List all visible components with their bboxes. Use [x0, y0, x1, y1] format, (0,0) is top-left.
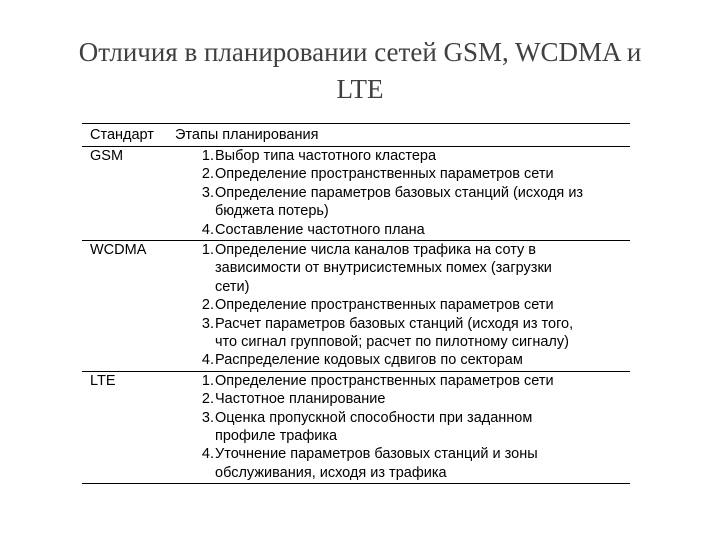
stage-text: что сигнал групповой; расчет по пилотному сигналу): [215, 334, 569, 350]
stage-number: 2.: [201, 297, 214, 314]
table-bottom-border: [82, 483, 630, 484]
stage-text: Определение пространственных параметров сети: [215, 297, 554, 314]
stage-number: 3.: [201, 409, 214, 426]
row-standard-label: WCDMA: [90, 242, 147, 258]
row-standard-label: LTE: [90, 372, 116, 389]
slide-title-line-1: Отличия в планировании сетей GSM, WCDMA и: [78, 37, 642, 67]
stage-text: Определение числа каналов трафика на соту в: [215, 242, 536, 258]
stage-text: Определение пространственных параметров сети: [215, 166, 554, 183]
stage-text: Частотное планирование: [215, 391, 386, 408]
stage-text: Расчет параметров базовых станций (исходя из того,: [215, 315, 574, 332]
stage-text: Определение параметров базовых станций (исходя из: [215, 184, 584, 201]
stage-number: 4.: [201, 446, 214, 463]
stage-number: 4.: [201, 352, 214, 369]
stage-number: 3.: [201, 315, 214, 332]
stage-number: 4.: [201, 221, 214, 238]
stage-text: Оценка пропускной способности при заданном: [215, 409, 533, 426]
stage-text: Выбор типа частотного кластера: [215, 148, 437, 164]
stage-number: 2.: [201, 391, 214, 408]
stage-number: 3.: [201, 184, 214, 201]
slide-title-line-2: LTE: [336, 74, 384, 104]
header-stages: Этапы планирования: [175, 127, 319, 143]
stage-number: 1.: [201, 372, 214, 389]
stage-text: бюджета потерь): [215, 203, 329, 220]
stage-text: Уточнение параметров базовых станций и зоны: [215, 446, 538, 463]
row-standard-label: GSM: [90, 148, 124, 164]
stage-text: Определение пространственных параметров сети: [215, 372, 554, 389]
header-standard: Стандарт: [90, 127, 154, 143]
stage-number: 1.: [201, 148, 214, 164]
slide-title: [40, 34, 680, 108]
planning-table: [82, 123, 630, 481]
stage-number: 2.: [201, 166, 214, 183]
stage-text: Составление частотного плана: [215, 221, 425, 238]
stage-text: зависимости от внутрисистемных помех (загрузки: [215, 260, 552, 277]
stage-text: сети): [215, 278, 250, 295]
stage-number: 1.: [201, 242, 214, 258]
stage-text: профиле трафика: [215, 428, 338, 444]
table-top-border: [82, 123, 630, 124]
stage-text: Распределение кодовых сдвигов по секторам: [215, 352, 523, 369]
stage-text: обслуживания, исходя из трафика: [215, 464, 447, 481]
